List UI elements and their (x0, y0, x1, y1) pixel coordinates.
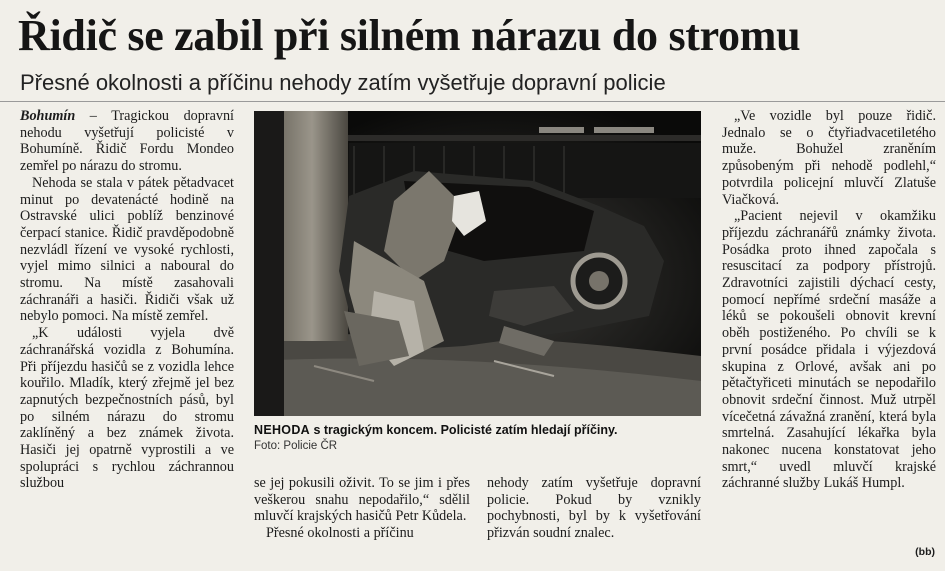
paragraph: se jej pokusili oživit. To se jim i přes veškerou snahu nepodařilo,“ sdělil mluvčí krajských hasičů Petr Kůdela. (254, 475, 470, 525)
paragraph: „Pacient nejevil v okamžiku příjezdu záchranářů známky života. Posádka proto ihned započala s resuscitací za podpory přístrojů. Zdravotníci zajistili dýchací cesty, pomocí nepřímé srdeční masáže a léků se pokoušeli obnovit krevní oběh postiženého. Po chvíli se k první posádce přidala i výjezdová skupina z Orlové, avšak ani po pětačtyřiceti minutách se nepodařilo obnovit srdeční činnost. Muž utrpěl vícečetná závažná zranění, která byla smrtelná. Zasahující lékařka byla nakonec nucena konstatovat jeho smrt,“ uvedl mluvčí krajské záchranné služby Lukáš Humpl. (722, 208, 936, 492)
wrecked-car-image (254, 111, 701, 416)
caption-text: s tragickým koncem. Policisté zatím hledají příčiny. (313, 423, 618, 437)
lead-text: – Tragickou dopravní nehodu vyšetřují policisté v Bohumíně. Řidič Fordu Mondeo zemřel po nárazu do stromu. (20, 108, 235, 175)
header-rule (0, 101, 945, 102)
dateline: Bohumín (20, 108, 76, 124)
article-column-4 (722, 108, 936, 492)
photo-caption (254, 422, 701, 438)
paragraph: „Ve vozidle byl pouze řidič. Jednalo se o čtyřiadvacetiletého muže. Bohužel zraněním způsobeným při nehodě podlehl,“ potvrdila policejní mluvčí Zlatuše Viačková. (722, 108, 936, 208)
author-initials: (bb) (915, 546, 935, 558)
photo-credit: Foto: Policie ČR (254, 440, 338, 452)
article-column-2 (254, 475, 470, 542)
caption-lead: NEHODA (254, 423, 310, 437)
article-column-3 (487, 475, 701, 542)
article-column-1 (20, 108, 234, 492)
paragraph: „K události vyjela dvě záchranářská vozidla z Bohumína. Při příjezdu hasičů se z vozidla lehce kouřilo. Mladík, který zřejmě jel bez zapnutých bezpečnostních pásů, byl po silném nárazu do stromu zaklíněný a bez známek života. Hasiči jej opatrně vyprostili a ve spolupráci s rychlou záchrannou službou (20, 325, 234, 492)
subheadline: Přesné okolnosti a příčinu nehody zatím vyšetřuje dopravní policie (20, 70, 666, 95)
paragraph: Přesné okolnosti a příčinu (266, 525, 414, 542)
accident-photo (254, 111, 701, 416)
paragraph: Nehoda se stala v pátek pětadvacet minut po devatenácté hodině na Ostravské ulici poblíž benzinové čerpací stanice. Řidič pravděpodobně nezvládl řízení ve vysoké rychlosti, vyjel mimo silnici a naboural do stromu. Na místě zasahovali záchranáři a hasiči. Řidiči však už nebylo pomoci. Na místě zemřel. (20, 174, 234, 325)
paragraph: nehody zatím vyšetřuje dopravní policie. Pokud by vznikly pochybnosti, byl by k vyšetřování přizván soudní znalec. (487, 475, 701, 542)
headline: Řidič se zabil při silném nárazu do stromu (18, 11, 801, 60)
paragraph (20, 108, 234, 175)
